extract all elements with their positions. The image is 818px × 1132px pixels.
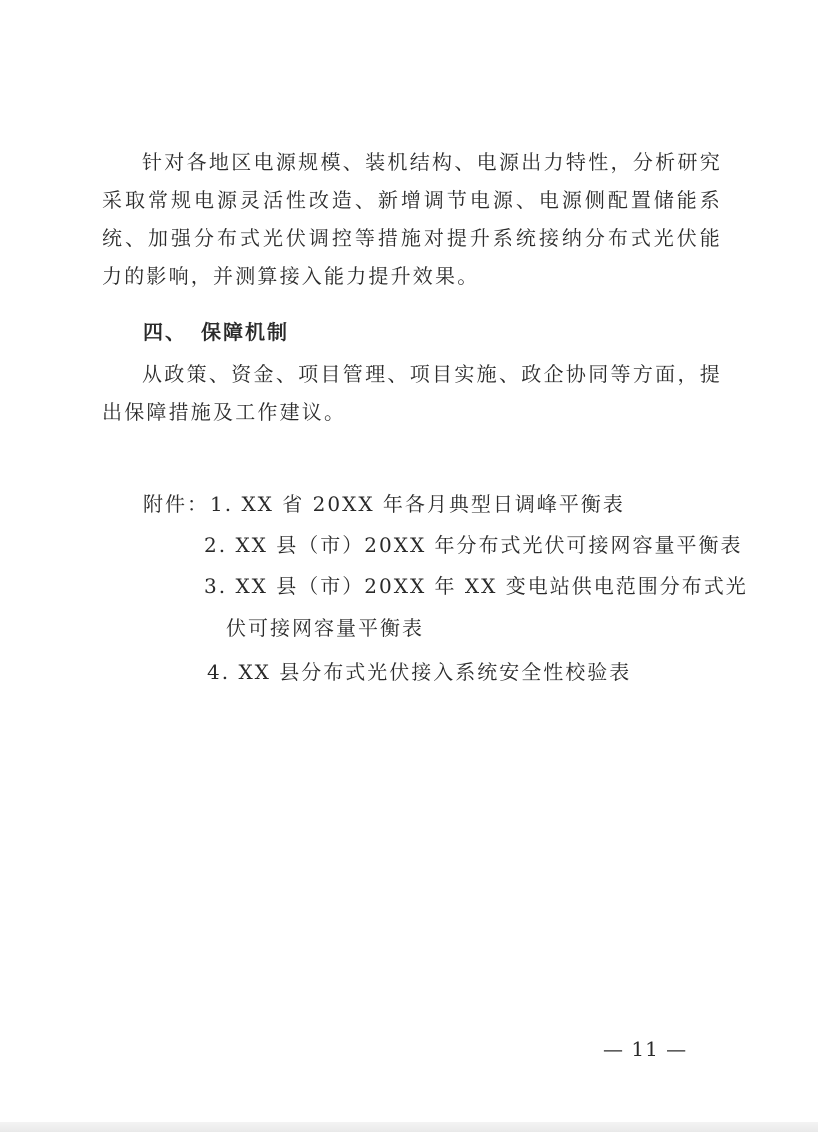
attachment-item-1: 1. XX 省 20XX 年各月典型日调峰平衡表 bbox=[210, 492, 625, 516]
attachment-item-3-line-1: 3. XX 县（市）20XX 年 XX 变电站供电范围分布式光 bbox=[204, 574, 748, 598]
body-paragraph-1: 针对各地区电源规模、装机结构、电源出力特性，分析研究采取常规电源灵活性改造、新增调节电源、电源侧配置储能系统、加强分布式光伏调控等措施对提升系统接纳分布式光伏能力的影响，并测算接入能力提升效果。 bbox=[102, 150, 722, 288]
attachment-item-2: 2. XX 县（市）20XX 年分布式光伏可接网容量平衡表 bbox=[204, 533, 743, 557]
attachments-label: 附件： bbox=[143, 492, 209, 516]
section-title: 保障机制 bbox=[201, 320, 289, 344]
scan-bottom-edge bbox=[0, 1122, 818, 1132]
body-paragraph-2: 从政策、资金、项目管理、项目实施、政企协同等方面，提出保障措施及工作建议。 bbox=[102, 362, 722, 424]
attachment-item-4: 4. XX 县分布式光伏接入系统安全性校验表 bbox=[207, 660, 632, 684]
section-heading bbox=[143, 313, 289, 351]
attachment-item-3-line-2: 伏可接网容量平衡表 bbox=[226, 616, 424, 640]
section-number: 四、 bbox=[143, 320, 187, 344]
page-number: — 11 — bbox=[603, 1037, 688, 1061]
